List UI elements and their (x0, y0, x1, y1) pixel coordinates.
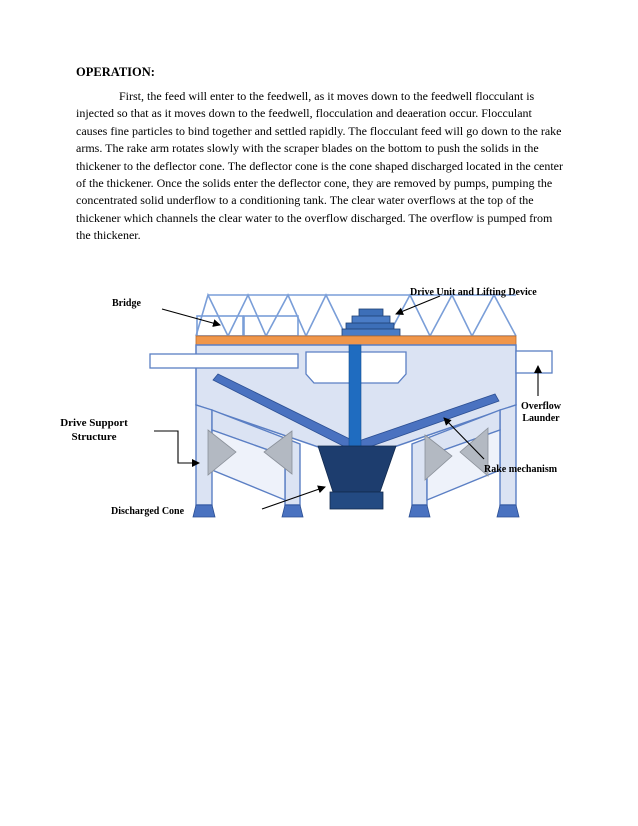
discharge-cone (318, 446, 396, 509)
label-discharged-cone: Discharged Cone (111, 506, 185, 517)
thickener-diagram (0, 270, 638, 530)
operation-paragraph: First, the feed will enter to the feedwell, as it moves down to the feedwell flocculant is injected so that as it moves down to the feedwell, flocculation and deaeration occur. Flocculant causes fine particles to bind together and settled rapidly. The flocculant feed will go down to the rake arms. The rake arm rotates slowly with the scraper blades on the bottom to push the solids in the thickener to the deflector cone. The deflector cone is the cone shaped discharged located in the center of the thickener. Once the solids enter the deflector cone, they are removed by pumps, pumping the concentrated solid underflow to a conditioning tank. The clear water overflows at the top of the thickener which channels the clear water to the overflow discharged. The overflow is pumped from the thickener. (76, 89, 564, 243)
section-heading: OPERATION: (76, 65, 155, 79)
label-drive-support-1: Drive Support (60, 417, 128, 429)
central-shaft (349, 345, 361, 448)
label-drive-unit: Drive Unit and Lifting Device (410, 287, 537, 298)
bridge-beam (196, 336, 516, 345)
overflow-launder-box (516, 351, 552, 373)
label-rake: Rake mechanism (484, 464, 558, 475)
label-overflow-2: Launder (522, 413, 560, 424)
label-bridge: Bridge (112, 298, 141, 309)
feed-pipe (150, 354, 298, 368)
label-overflow-1: Overflow (521, 401, 561, 412)
drive-unit (342, 309, 400, 336)
label-drive-support-2: Structure (71, 431, 117, 443)
